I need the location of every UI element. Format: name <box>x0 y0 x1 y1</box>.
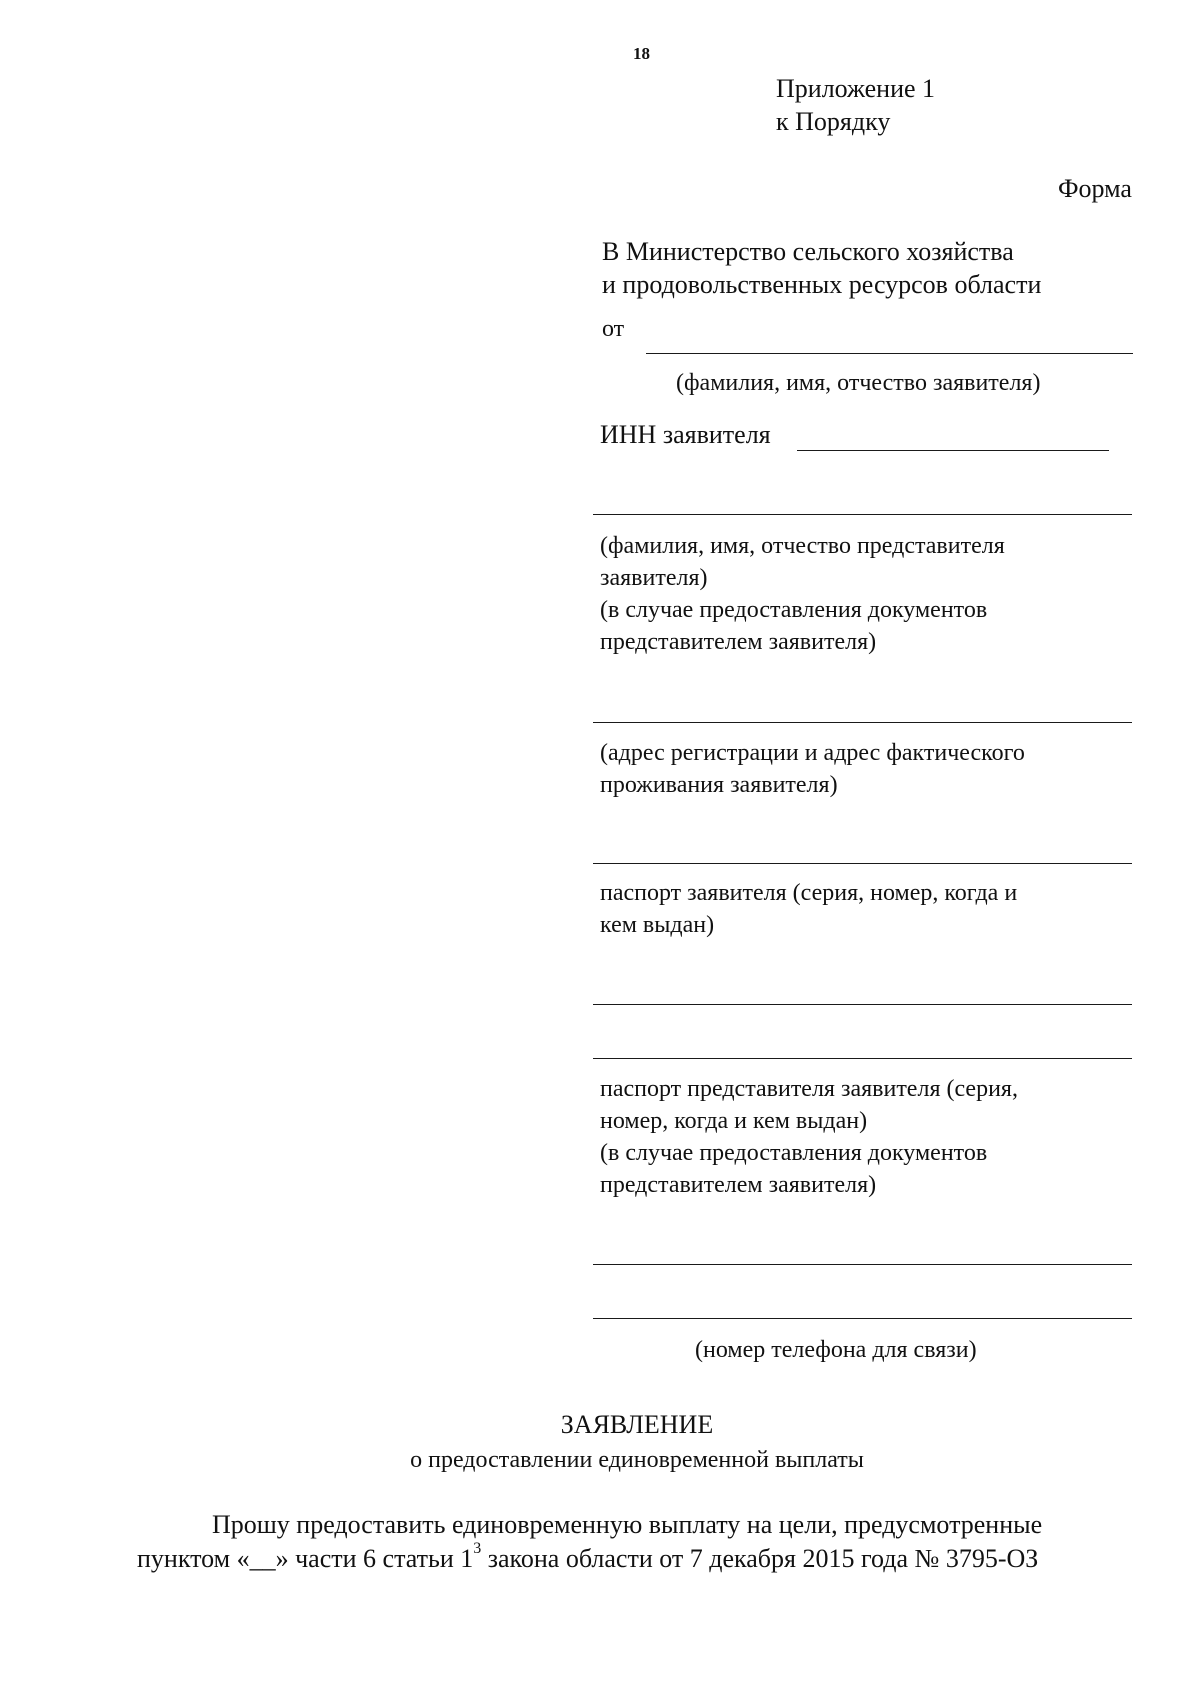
phone-line-1[interactable] <box>593 1264 1132 1265</box>
phone-line-2[interactable] <box>593 1318 1132 1319</box>
rep-name-line[interactable] <box>593 514 1132 515</box>
article-superscript: 3 <box>473 1540 482 1558</box>
address-caption-2: проживания заявителя) <box>600 772 838 798</box>
rep-passport-line-2[interactable] <box>593 1058 1132 1059</box>
inn-label: ИНН заявителя <box>600 420 771 449</box>
inn-line[interactable] <box>797 450 1109 451</box>
rep-passport-caption-2: номер, когда и кем выдан) <box>600 1108 868 1134</box>
addressee-line-2: и продовольственных ресурсов области <box>602 270 1042 299</box>
phone-caption: (номер телефона для связи) <box>695 1337 977 1363</box>
appendix-line-2: к Порядку <box>776 107 891 136</box>
addressee-line-1: В Министерство сельского хозяйства <box>602 237 1014 266</box>
address-caption-1: (адрес регистрации и адрес фактического <box>600 740 1025 766</box>
passport-caption-2: кем выдан) <box>600 912 715 938</box>
applicant-name-caption: (фамилия, имя, отчество заявителя) <box>676 370 1041 396</box>
passport-line[interactable] <box>593 863 1132 864</box>
statement-paragraph-line-1: Прошу предоставить единовременную выплату на цели, предусмотренные <box>212 1510 1043 1539</box>
statement-line-2-part-2: закона области от 7 декабря 2015 года № 3795-ОЗ <box>487 1544 1039 1573</box>
passport-caption-1: паспорт заявителя (серия, номер, когда и <box>600 880 1018 906</box>
rep-name-caption-2: заявителя) <box>600 565 708 591</box>
rep-passport-caption-4: представителем заявителя) <box>600 1172 877 1198</box>
from-label: от <box>602 316 625 342</box>
statement-line-2-part-1: пунктом «__» части 6 статьи 1 <box>137 1544 474 1573</box>
appendix-line-1: Приложение 1 <box>776 74 936 103</box>
statement-paragraph-line-2 <box>137 1542 1038 1576</box>
rep-name-caption-3: (в случае предоставления документов <box>600 597 988 623</box>
address-line[interactable] <box>593 722 1132 723</box>
rep-name-caption-4: представителем заявителя) <box>600 629 877 655</box>
rep-name-caption-1: (фамилия, имя, отчество представителя <box>600 533 1005 559</box>
statement-title: ЗАЯВЛЕНИЕ <box>560 1410 714 1439</box>
rep-passport-line-1[interactable] <box>593 1004 1132 1005</box>
applicant-name-line[interactable] <box>646 353 1133 354</box>
form-label: Форма <box>1058 174 1132 203</box>
statement-subtitle: о предоставлении единовременной выплаты <box>410 1447 864 1473</box>
page-number: 18 <box>633 44 650 63</box>
rep-passport-caption-1: паспорт представителя заявителя (серия, <box>600 1076 1018 1102</box>
rep-passport-caption-3: (в случае предоставления документов <box>600 1140 988 1166</box>
